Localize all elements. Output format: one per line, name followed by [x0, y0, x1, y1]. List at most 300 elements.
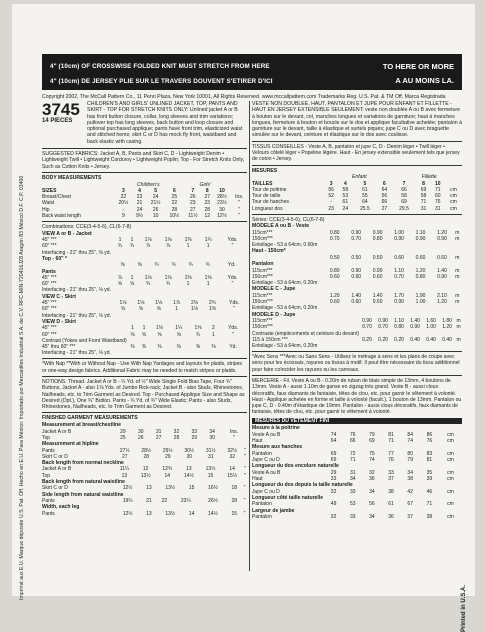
table-cell: 1¼ [175, 325, 183, 332]
table-cell: 74 [407, 438, 413, 445]
table-cell: 23¼ [180, 498, 191, 505]
table-cell: 1⅜ [184, 237, 192, 244]
group-title: Back length from natural waistline [42, 478, 125, 485]
table-cell: 0.60 [351, 299, 362, 306]
table-cell: ⅝ [176, 331, 181, 338]
row-label: Contraste (empiècements et ceinture du devant) [252, 330, 359, 337]
table-cell: 0.50 [351, 255, 362, 262]
table-cell: m [455, 229, 460, 236]
table-cell [439, 343, 455, 349]
table-cell: 28½ [141, 447, 152, 454]
group-title: Largeur de jambe [252, 507, 295, 514]
combinations: Combinations: CCE(3-4-5-6), CL(6-7-8) [42, 224, 132, 231]
table-cell: ⅜ [176, 344, 181, 350]
table-cell: m [456, 336, 461, 343]
table-cell: Yds. [228, 325, 239, 332]
table-cell: 56 [369, 501, 375, 508]
table-cell: " [232, 331, 234, 338]
mesures-table [252, 181, 462, 212]
mesures-vetement-fini [252, 425, 462, 520]
group-table [42, 300, 247, 319]
group-table [42, 448, 247, 460]
table-cell: Yds. [227, 237, 238, 244]
table-cell: 1 [118, 237, 122, 244]
table-cell: ⅞ [165, 243, 171, 250]
table-cell: 0.90 [351, 229, 362, 236]
table-cell: 4 [343, 180, 347, 187]
table-cell: 14 [229, 466, 235, 473]
group-table [252, 268, 462, 287]
table-cell: 0.40 [426, 336, 436, 343]
column-divider [249, 101, 250, 571]
row-label: Entoilage - 53 à 64cm, 0.20m [252, 342, 318, 349]
table-cell: 32 [369, 469, 375, 476]
notions: NOTIONS: Thread. Jacket A or B - ¼ Yd. of ½" Wide Single Fold Bias Tape, Four ¾" Buttons, Jacket A - also 1⅛ Yds. of Jumbo Rick-rack; Jacket B - also Studs, Rhinestones, Nailheads, etc. to Trim Garment as Desired. Top - Purchased Applique Size and Shape as Desired (Opt.), One ¾" Button. Pants - ¾ Yd. of ¾" Wide Elastic; Pants - also Studs, Rhinestones, Nailheads, etc. to Trim Garment as Desired. [42, 379, 245, 411]
table-cell: 31 [155, 428, 162, 435]
table-cell: 71 [434, 186, 441, 193]
table-cell: " [238, 200, 241, 207]
table-cell: " [244, 466, 246, 473]
table-cell: 58 [342, 186, 349, 193]
table-cell: 19¼ [122, 498, 133, 505]
row-label: 150cm*** [252, 299, 273, 306]
table-cell: 0.50 [372, 255, 383, 262]
table-cell: 1 [130, 275, 134, 282]
table-cell [138, 350, 150, 356]
table-cell [423, 343, 439, 349]
table-cell: 58 [401, 193, 407, 200]
row-label: 45" thru 60" *** [42, 344, 76, 350]
table-cell: ¾ [154, 262, 159, 269]
table-cell: 0.20 [378, 336, 388, 343]
table-cell: 0.60 [415, 255, 426, 262]
table-cell: 1⅛ [155, 325, 163, 332]
table-cell: 76 [349, 431, 356, 438]
table-cell: 1.80 [442, 318, 452, 325]
table-cell: ⅝ [130, 331, 135, 338]
table-cell: 1⅛ [164, 275, 172, 282]
group-title: VIEW D - Skirt [42, 318, 76, 325]
table-cell: 71 [349, 457, 356, 464]
table-cell: 5 [154, 188, 157, 195]
printed-in: Printed in U.S.A. [461, 585, 467, 632]
table-cell: 32 [330, 514, 337, 521]
row-label: Jacket A or B [42, 428, 72, 435]
stretch-gauge-text-fr: 4" (10cm) DE JERSEY PLIE SUR LE TRAVERS DOUVENT S'ETIRER D'ICI [50, 78, 273, 85]
row-label: Tour de taille [252, 193, 281, 200]
table-cell: cm [447, 469, 454, 476]
table-cell: cm [447, 457, 454, 464]
table-cell: Yd. [227, 262, 236, 269]
table-cell: 15 [207, 472, 214, 479]
table-cell: 30 [219, 206, 225, 213]
table-cell: 36 [388, 514, 394, 521]
sens-note: *Avec Sens ***Avec ou Sans Sens - Utilisez le métrage à sens et les plans de coupe avec sens pour les écossais, rayures ou tissus à motif. Il peut être nécessaire du tissu additionnel pour faire coïncider les rayures ou les carreaux. [252, 354, 460, 373]
table-cell: m [455, 292, 460, 299]
table-row [42, 350, 247, 356]
finished-measurements [42, 422, 247, 517]
table-cell: 37 [407, 514, 413, 521]
table-cell: 11¼ [119, 466, 130, 473]
row-label: Waist [42, 200, 55, 207]
table-cell: 34 [369, 488, 375, 495]
table-cell: 1.40 [351, 292, 362, 299]
table-cell: 66 [401, 186, 407, 193]
table-cell: 0.40 [442, 336, 452, 343]
table-row [252, 514, 462, 520]
group-table [42, 466, 247, 478]
table-cell: ¾ [188, 262, 193, 269]
table-cell: 29 [330, 469, 337, 476]
table-cell: 0.50 [329, 255, 340, 262]
table-cell: 10 [219, 188, 225, 195]
row-label: 60" *** [42, 243, 57, 250]
row-label: Tour de hanches [252, 199, 289, 206]
table-cell [391, 343, 407, 349]
table-cell [219, 350, 247, 356]
table-cell: 64 [362, 199, 368, 206]
group-title: MODELE D - Jupe [252, 311, 296, 318]
row-label: Entoilage - 53 à 64cm, 0.60m [252, 242, 318, 249]
group-title: Width, each leg [42, 504, 80, 511]
table-cell: 1.10 [394, 318, 404, 325]
table-cell: 12¾ [162, 466, 173, 473]
table-cell: 22 [120, 194, 127, 201]
stretch-gauge-banner [42, 54, 462, 90]
table-cell: 30½ [184, 447, 195, 454]
row-label: 150cm*** [252, 273, 273, 280]
yardage-section [42, 231, 247, 357]
table-cell: 14 [164, 472, 171, 479]
row-label: Veste A ou B [252, 431, 281, 438]
table-cell: 79 [407, 457, 413, 464]
table-cell: 25.5 [360, 205, 370, 212]
group-table [252, 432, 462, 444]
group-table [42, 237, 247, 256]
row-label: Top [42, 434, 51, 441]
table-cell: 1.20 [329, 292, 340, 299]
row-label: Pants [42, 510, 55, 517]
suggested-fabrics: SUGGESTED FABRICS: Jacket A, B, Pants and Skirt C, D - Lightweight Denim • Lightweight Twill • Lightweight Corduroy • Lightweight Poplin; Top - For Stretch Knits Only, Such as Cotton Knits • Jersey. [42, 151, 245, 170]
row-label: Haut [252, 438, 263, 445]
table-cell: Ins. [230, 428, 239, 435]
table-cell: " [238, 206, 241, 213]
table-cell: 10 [434, 180, 441, 187]
table-cell: 0.90 [372, 267, 383, 274]
group-table [42, 511, 247, 517]
table-cell: 26½ [208, 498, 218, 505]
table-cell: 24 [342, 205, 349, 212]
table-cell: m [456, 324, 461, 331]
table-cell: 69 [420, 186, 427, 193]
table-cell: cm [450, 205, 457, 212]
table-cell: 12½ [122, 510, 133, 517]
table-cell: 69 [330, 450, 337, 457]
table-cell: 12½ [122, 485, 133, 492]
table-cell [375, 343, 391, 349]
row-label: Contrast (Yokes and Front Waistband) [42, 337, 127, 344]
table-cell: 0.90 [394, 236, 404, 243]
group-table [42, 325, 247, 356]
row-label: 60" *** [42, 306, 57, 313]
table-cell: 0.80 [415, 273, 426, 280]
table-cell: 66 [349, 438, 356, 445]
table-cell: 71 [420, 199, 427, 206]
table-cell: 10½ [169, 212, 180, 219]
table-cell: " [231, 281, 234, 288]
table-cell: ¾ [195, 331, 201, 338]
table-cell: 1.20 [442, 324, 452, 331]
group-title: Top - 60" * [42, 255, 67, 262]
table-cell: ⅞ [145, 243, 151, 250]
table-cell: 3 [329, 180, 333, 187]
table-cell: 26 [152, 206, 159, 213]
table-cell: ⅜ [211, 344, 216, 350]
table-cell: 32½ [227, 447, 238, 454]
table-cell [150, 350, 169, 356]
table-cell: 34 [369, 514, 375, 521]
table-cell: 1.20 [415, 267, 426, 274]
table-cell: Yds. [229, 300, 240, 307]
table-cell: 34 [349, 475, 356, 482]
table-cell: 25 [120, 434, 126, 441]
table-cell: 7 [402, 180, 406, 187]
table-cell: 31 [420, 205, 427, 212]
table-cell: ⅝ [138, 306, 143, 313]
girls-label: Girls' [199, 181, 211, 188]
table-cell: 1.10 [415, 229, 426, 236]
table-row [252, 343, 462, 349]
table-cell: 2⅛ [190, 300, 198, 307]
table-cell: 15½ [227, 472, 237, 479]
table-cell: ⅜ [195, 344, 201, 350]
table-cell: 1.20 [437, 299, 447, 306]
table-cell: 13 [121, 472, 128, 479]
table-cell: " [244, 453, 246, 460]
table-cell: 61 [362, 186, 368, 193]
table-cell: 25 [171, 194, 178, 201]
table-cell: 69 [401, 199, 407, 206]
table-cell: ⅜ [130, 344, 135, 350]
table-cell: 1.40 [410, 318, 420, 325]
row-label: 60" *** [42, 331, 57, 338]
table-cell: 46 [426, 488, 433, 495]
table-cell: 13½ [165, 510, 176, 517]
table-cell: 21 [136, 200, 143, 207]
table-cell [127, 350, 139, 356]
table-cell: 14 [188, 510, 195, 517]
table-cell: 9½ [136, 212, 143, 219]
table-cell: ¾ [165, 281, 171, 288]
table-cell: Yd. [229, 344, 237, 350]
group-title: Pants [42, 268, 56, 275]
table-cell: ¾ [171, 262, 176, 269]
table-cell: 77 [388, 450, 394, 457]
table-cell: ⅝ [156, 306, 161, 313]
row-label: 45" *** [42, 237, 57, 244]
table-cell: 8 [422, 180, 425, 187]
table-cell: m [455, 273, 460, 280]
table-cell: 1⅛ [144, 275, 152, 282]
table-cell: 83 [426, 450, 433, 457]
table-cell: ¾ [117, 243, 123, 250]
table-row [252, 206, 462, 212]
table-cell: 81 [426, 457, 433, 464]
nap-note: *With Nap **With or Without Nap - Use With Nap Yardages and layouts for plaids, stripes or one-way design fabrics. Additional Fabric may be needed to match stripes or plaids. [42, 361, 242, 374]
table-cell: 0.80 [394, 324, 404, 331]
table-cell: 1.00 [415, 299, 426, 306]
table-cell: 30 [209, 434, 215, 441]
table-cell: 42 [407, 488, 413, 495]
table-cell: 12 [142, 466, 149, 473]
group-title: Back length from normal neckline [42, 459, 124, 466]
childrens-label: Children's [137, 181, 160, 188]
table-cell: 1⅜ [208, 306, 216, 313]
table-cell: 0.20 [394, 336, 404, 343]
series: Séries: CCE(3-4-5-6), CL(6-7-8) [252, 216, 325, 223]
table-cell: m [455, 299, 460, 306]
table-cell: 1.90 [415, 292, 426, 299]
row-label: Veste A ou B [252, 469, 281, 476]
table-cell: 0.90 [394, 299, 404, 306]
table-cell: 1 [131, 325, 134, 332]
row-label: Interfacing - 21" thru 25", ⅛ yd. [42, 312, 111, 319]
table-cell: 21½ [150, 200, 161, 207]
table-cell: 1.60 [426, 318, 436, 325]
table-cell: 27 [381, 205, 388, 212]
body-measurements-table [42, 188, 247, 219]
table-cell: 29 [120, 428, 126, 435]
fillette-label: Fillette [421, 174, 437, 181]
table-cell: 0.90 [362, 318, 372, 325]
group-title: Mesure à la poitrine [252, 425, 300, 432]
table-cell: 31 [434, 205, 441, 212]
table-cell: 0.90 [351, 267, 362, 274]
table-cell: " [233, 306, 236, 313]
row-label: Breast/Chest [42, 194, 71, 201]
table-cell: 58 [420, 193, 427, 200]
table-cell: 29 [164, 453, 171, 460]
table-cell: 81 [388, 431, 394, 438]
group-title: Longueur côté taille naturelle [252, 494, 324, 501]
table-cell: 33 [191, 428, 198, 435]
table-cell: 33 [349, 514, 356, 521]
table-cell: cm [447, 501, 454, 508]
table-cell: 0.60 [372, 299, 383, 306]
table-cell: ⅝ [120, 262, 125, 269]
row-label: Haut [252, 475, 263, 482]
group-title: Side length from natural waistline [42, 491, 124, 498]
table-cell: 0.60 [437, 255, 447, 262]
row-label: 115cm*** [252, 229, 273, 236]
table-cell: 27 [155, 434, 162, 441]
table-cell: 22 [161, 498, 168, 505]
row-label: Jupe C ou D [252, 457, 280, 464]
table-cell: 33 [388, 469, 394, 476]
table-cell: " [244, 472, 246, 479]
table-cell: ⅜ [141, 344, 147, 350]
pattern-description-fr: VESTE NON DOUBLEE, HAUT, PANTALON ET JUPE POUR ENFANT ET FILLETTE - HAUT EN JERSEY EXTENSIBLE SEULEMENT: veste non doublée A ou B avec fermeture à bouton sur le devant, col, manches longues et variations de garniture; haut à manches longues, fermeture à bouton et boucle sur le dos et applique facultative achetée; pantalon à garniture sur le devant, taille à élastique et surtels piqués; jupe C ou D avec braguette simulée sur le devant, ceinture et élastique sur le dos avec coulisse. [252, 101, 462, 142]
row-label: Pantalon [252, 501, 272, 508]
table-cell: 1 [130, 237, 134, 244]
row-label: Top [42, 472, 51, 479]
pattern-description-en: CHILDREN'S AND GIRLS' UNLINED JACKET, TOP, PANTS AND SKIRT - TOP FOR STRETCH KNITS ONLY: Unlined jacket A or B has front button closure, collar, long sleeves and trim variations; pullover top has long sleeves, back button and loop closure and optional purchased applique; pants have front trim, elasticized waist and stitched hems; skirt C or D has mock fly front, waistband and back elastic with casing. [87, 101, 243, 145]
table-cell: 12½ [217, 212, 227, 219]
table-cell: cm [447, 488, 454, 495]
row-label: Jacket A or B [42, 466, 72, 473]
table-cell: 56 [381, 193, 388, 200]
table-cell: 23½ [217, 200, 227, 207]
group-table [252, 293, 462, 312]
table-cell: 35 [426, 469, 433, 476]
row-label: Hip [42, 206, 50, 213]
table-cell: 0.70 [362, 324, 372, 331]
table-cell: 33 [349, 488, 356, 495]
table-cell: 53 [342, 193, 349, 200]
table-cell: 55 [362, 193, 368, 200]
table-cell: 27 [190, 206, 196, 213]
table-cell [407, 343, 423, 349]
table-cell: 18 [231, 485, 238, 492]
group-table [252, 318, 462, 349]
table-cell: 29 [191, 434, 198, 441]
table-cell: m [455, 267, 460, 274]
table-cell: 28 [143, 453, 150, 460]
table-cell: 22 [171, 200, 178, 207]
table-cell: 4 [138, 188, 141, 195]
table-cell: 27 [204, 194, 210, 201]
table-cell: 74 [330, 431, 337, 438]
row-label: TAILLES [252, 180, 273, 187]
table-cell: 23 [204, 200, 210, 207]
table-cell: 13 [186, 466, 192, 473]
group-title: MODELE A ou B - Veste [252, 223, 310, 230]
table-cell: ⅝ [141, 331, 147, 338]
table-cell: 60 [434, 193, 441, 200]
table-cell: 1⅛ [190, 306, 198, 313]
table-cell: 71 [388, 438, 394, 445]
table-cell [208, 350, 220, 356]
table-cell: 13 [146, 485, 152, 492]
table-cell: cm [450, 193, 457, 200]
row-label: Jupe C ou D [252, 488, 280, 495]
table-cell: 26 [190, 194, 196, 201]
table-cell: 1⅞ [173, 300, 181, 307]
table-cell: 30 [137, 428, 144, 435]
pieces-count: 14 PIECES [42, 118, 73, 124]
pattern-header [42, 101, 247, 145]
table-cell: - [330, 199, 332, 206]
group-title: Longueur du dos encolure naturelle [252, 463, 339, 470]
table-cell: 1.70 [394, 292, 404, 299]
table-cell: 7 [191, 188, 195, 195]
group-table [252, 451, 462, 463]
table-cell: 13 [146, 510, 152, 517]
group-table [252, 470, 462, 482]
table-cell: 0.90 [437, 236, 447, 243]
table-cell: 28½ [217, 194, 227, 201]
row-label: SIZES [42, 188, 57, 195]
table-cell: 0.60 [351, 273, 362, 280]
table-cell: 76 [434, 199, 441, 206]
row-label: 45" *** [42, 325, 57, 332]
row-label: 115cm*** [252, 292, 273, 299]
table-cell: 69 [369, 438, 375, 445]
table-cell: 80 [407, 450, 413, 457]
import-notice: Imprimé aux E.U. Marque déposée U.S. Pat. Off. Hecho en E.U. Para México: Importado por Mercantiles Industrial S.A. de C.V. RFC-MIN-720416JZ8 Aragón 83 México D.F. C.P. 03400 [19, 175, 25, 600]
table-cell: 1⅝ [204, 275, 212, 282]
table-cell: cm [447, 438, 454, 445]
